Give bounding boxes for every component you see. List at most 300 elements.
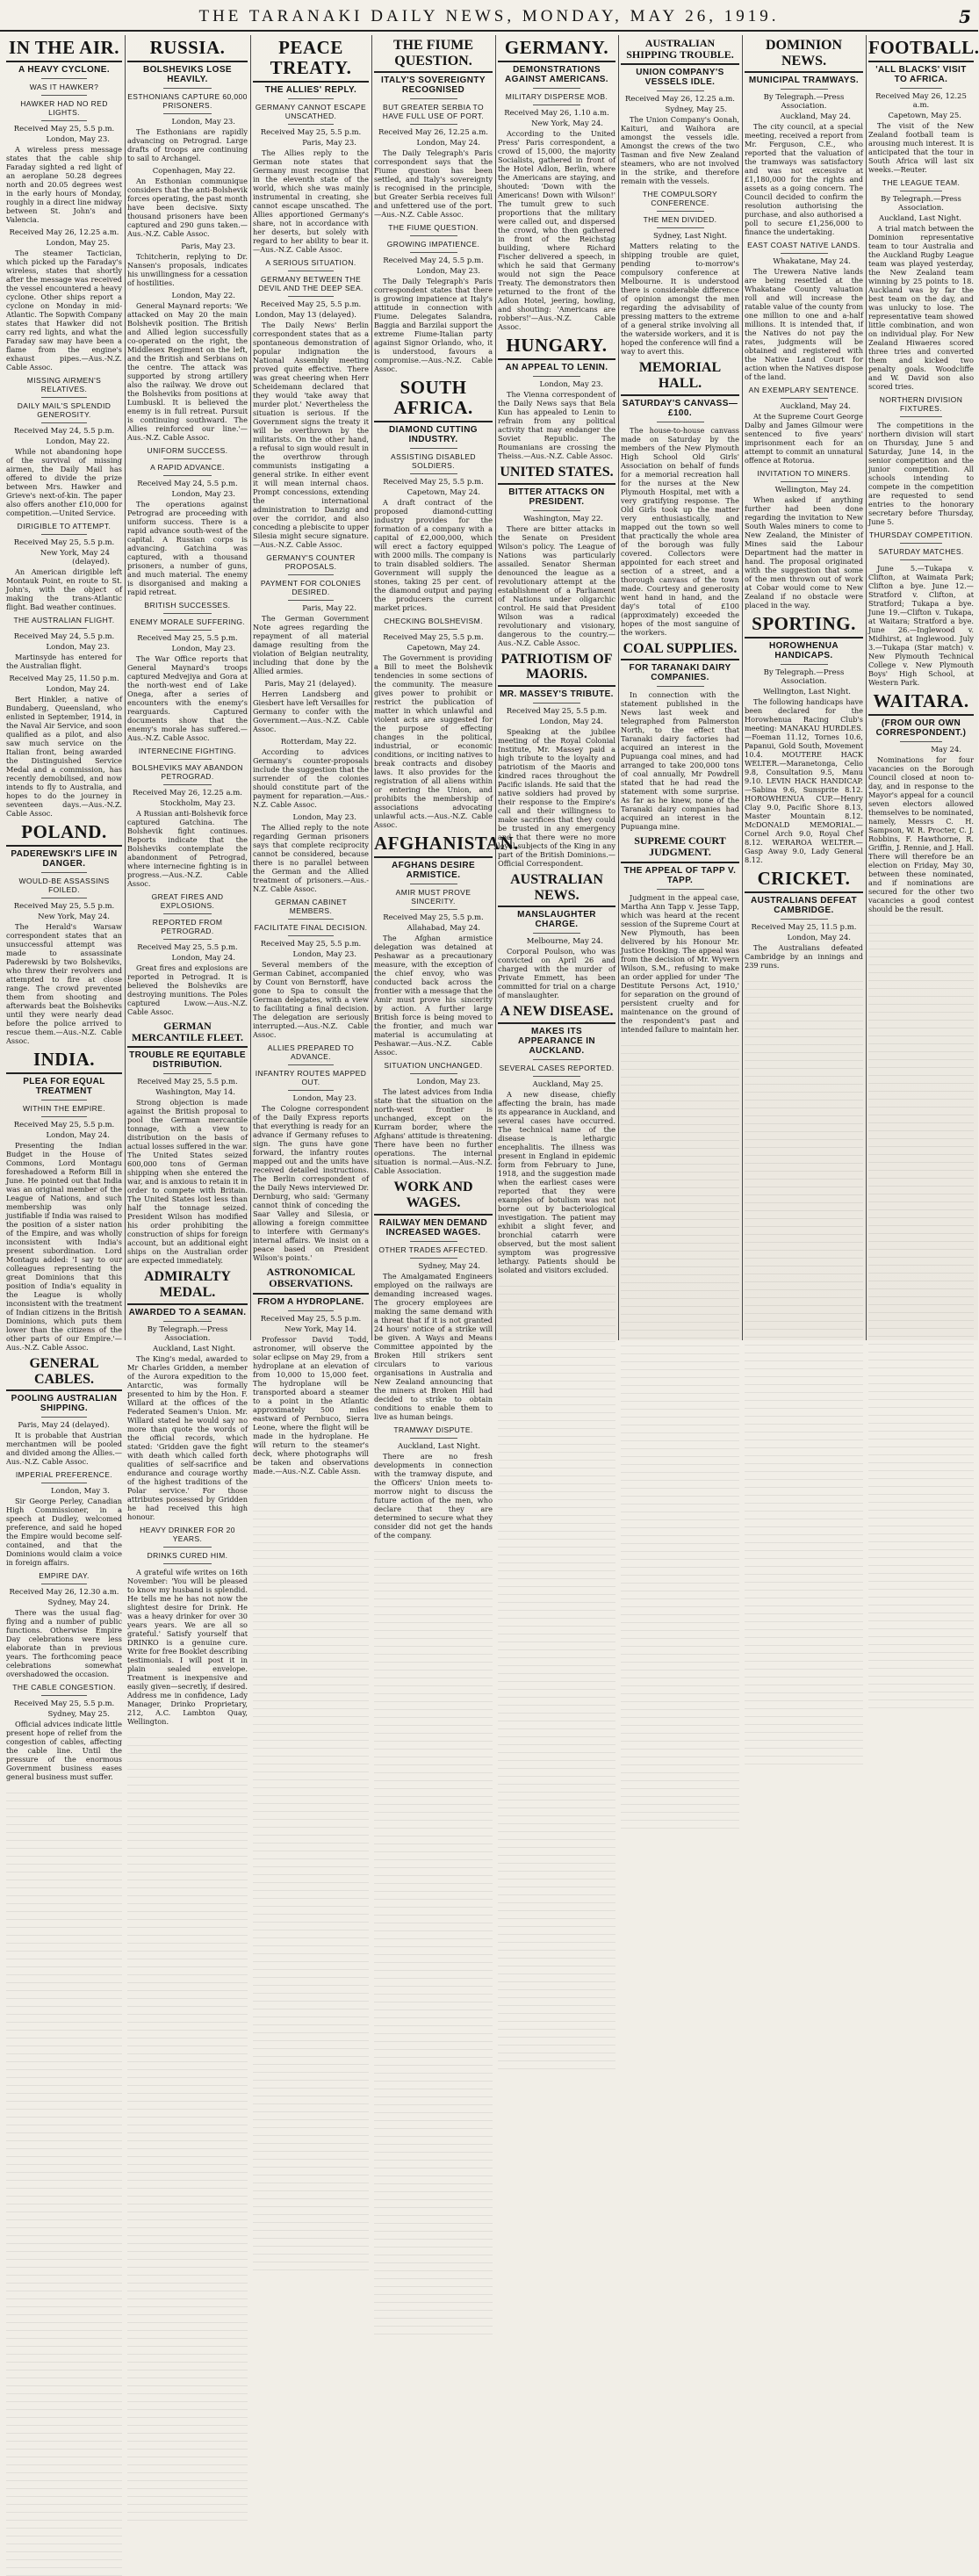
article-headline: INDIA.: [32, 1049, 96, 1071]
dateline: Sydney, May 25.: [665, 105, 727, 115]
article-subheading: HOROWHENUA HANDICAPS.: [769, 641, 839, 661]
column-2: [125, 35, 250, 1726]
article: [745, 38, 863, 236]
article: [253, 738, 369, 809]
headline-rule: [868, 61, 974, 62]
received-line: Received May 25, 5.5 p.m.: [137, 1078, 238, 1087]
article-body: A wireless press message states that the cable ship Faraday sighted a red light of an aeroplane 50.28 degrees north and 20.05 degrees west in the early hours of Monday, roughly in a direct line midway between St. John's and Valencia.: [6, 145, 122, 225]
article-subheading: AN APPEAL TO LENIN.: [505, 363, 608, 373]
article-subheading: MISSING AIRMEN'S RELATIVES.: [26, 376, 102, 394]
column-rule: [742, 35, 743, 1340]
dateline: London, May 23.: [171, 645, 235, 654]
article: [6, 822, 122, 1045]
article-body: The city council, at a special meeting, received a report from Mr. Ferguson, C.E., who reported that the valuation of the tramways was satisfactory and was not excessive at £1,180,000 for the rights and assets as a going concern. The Council decided to confirm the resolution authorising the purchase, and also authorised a poll to secure £1,256,000 to finance the undertaking.: [745, 122, 863, 237]
headline-rule: [6, 61, 122, 62]
article-body: Great fires and explosions are reported in Petrograd. It is believed the Bolsheviks are destroying munitions. The Poles captured Lwow.—Aus.-N.Z. Cable Assoc.: [127, 963, 248, 1017]
received-line: Received May 25, 5.5 p.m.: [260, 300, 362, 310]
article-subheading: ESTHONIANS CAPTURE 60,000 PRISONERS.: [127, 92, 248, 111]
subhead-divider: [288, 600, 335, 601]
article: [621, 190, 739, 356]
column-6: [618, 35, 742, 1340]
article: [127, 1526, 248, 1726]
subhead-divider: [533, 1076, 580, 1077]
headline-rule: [745, 637, 863, 639]
subhead-divider: [41, 120, 88, 121]
article-subheading: EAST COAST NATIVE LANDS.: [747, 241, 860, 250]
dateline: London, May 24.: [171, 954, 235, 963]
article-body: The Vienna correspondent of the Daily News says that Bela Kun has appealed to Lenin to refrain from any political activity that may endanger the Soviet Republic. The Roumanians are crossing the Theiss.—Aus.-N.Z. Cable Assoc.: [498, 390, 615, 461]
article: [621, 38, 739, 185]
article-subheading: THURSDAY COMPETITION.: [868, 530, 974, 540]
article: [498, 336, 615, 460]
article-subheading: WITHIN THE EMPIRE.: [23, 1104, 105, 1114]
article-subheading: A SERIOUS SITUATION.: [265, 258, 356, 268]
article-body: The Australians defeated Cambridge by an innings and 239 runs.: [745, 943, 863, 971]
article: [6, 38, 122, 224]
article: [253, 258, 369, 549]
subhead-divider: [781, 481, 828, 482]
dateline: London, May 22.: [46, 437, 110, 447]
article: [374, 1180, 493, 1420]
article: [374, 1425, 493, 1540]
headline-rule: [127, 1046, 248, 1048]
column-rule: [250, 35, 251, 1340]
subhead-divider: [657, 90, 704, 91]
dateline: London, May 23.: [46, 643, 110, 653]
article-subheading: THE AUSTRALIAN FLIGHT.: [13, 616, 115, 625]
article: [374, 833, 519, 1057]
received-line: Received May 26, 12.25 a.m.: [133, 789, 242, 798]
article-subheading: DAILY MAIL'S SPLENDID GENEROSITY.: [17, 401, 112, 420]
received-line: Received May 26, 12.25 a.m.: [378, 128, 488, 138]
dateline: Capetown, May 24.: [407, 488, 480, 498]
subhead-divider: [41, 397, 88, 398]
received-line: Received May 25, 5.5 p.m.: [13, 1121, 115, 1130]
article-subheading: A HEAVY CYCLONE.: [18, 65, 110, 76]
article-body: According to advices Germany's counter-proposals include the suggestion that the surrender of the colonies should constitute part of the payment for reparation.—Aus.-N.Z. Cable Assoc.: [253, 747, 369, 810]
subhead-divider: [410, 235, 457, 236]
headline-rule: [621, 394, 739, 396]
article: [6, 1356, 122, 1466]
article-subheading: DIAMOND CUTTING INDUSTRY.: [389, 425, 478, 445]
article-subheading: GERMANY CANNOT ESCAPE UNSCATHED.: [255, 103, 367, 121]
dateline: London, May 25.: [46, 239, 110, 249]
article-subheading: GERMANY'S COUNTER PROPOSALS.: [266, 553, 356, 572]
dateline: Paris, May 21 (delayed).: [264, 680, 356, 689]
article-body: There are no fresh developments in connection with the tramway dispute, and the Officers' Union meets to-morrow night to discuss the future action of the men, who declare that they are determined to secure what they consider did not get the hands of the company.: [374, 1451, 493, 1540]
dateline: London, May 23.: [416, 1078, 480, 1087]
dateline: London, May 23.: [416, 267, 480, 277]
dateline: London, May 24.: [46, 685, 110, 695]
headline-rule: [374, 1214, 493, 1216]
article-headline: GERMANY.: [504, 37, 609, 58]
text-continuation: [253, 1480, 369, 2270]
article-subheading: ALLIES PREPARED TO ADVANCE.: [267, 1043, 355, 1062]
headline-rule: [498, 1022, 615, 1024]
article: [127, 1269, 248, 1520]
subhead-divider: [163, 613, 212, 614]
article: [127, 892, 248, 1016]
subhead-divider: [657, 211, 704, 212]
article-subheading: INFANTRY ROUTES MAPPED OUT.: [255, 1069, 367, 1087]
subhead-divider: [41, 422, 88, 423]
article-body: Speaking at the jubilee meeting of the Royal Colonial Institute, Mr. Massey paid a high tribute to the loyalty and patriotism of the Maoris and kindred races throughout the Pacific islands. He said that the native soldiers had proved by their response to the Empire's call and their willingness to make sacrifices that they could be trusted in any emergency and that there were no more loyal subjects of the King in any part of the British Dominions.—Official Correspondent.: [498, 726, 615, 868]
article: [374, 378, 493, 612]
dateline: Allahabad, May 24.: [407, 924, 480, 934]
article: [6, 675, 122, 818]
article: [6, 1683, 122, 1781]
article-body: Strong objection is made against the British proposal to pool the German mercantile tonnage, with a view to distribution on the basis of actual losses suffered in the war. The United States seized 600,000 tons of German shipping when she entered the war, and is anxious to retain it in order to compete with Britain. The United States lost less than half the tonnage seized. President Wilson has modified his order prohibiting the construction of ships for foreign account, but an additional eight ships on the Australian order are expected immediately.: [127, 1098, 248, 1266]
subhead-divider: [288, 296, 335, 297]
dateline: London, May 23.: [171, 118, 235, 127]
article-subheading: FROM A HYDROPLANE.: [257, 1296, 364, 1307]
dateline: London, May 24.: [46, 1131, 110, 1141]
article-subheading: UNION COMPANY'S VESSELS IDLE.: [636, 68, 724, 88]
article: [253, 813, 369, 893]
subhead-divider: [410, 909, 457, 910]
column-4: [371, 35, 519, 1540]
article: [868, 178, 974, 391]
received-line: Received May 26, 12.25 a.m.: [9, 228, 119, 238]
dateline: Washington, May 22.: [523, 514, 603, 523]
article-headline: GENERAL CABLES.: [29, 1356, 99, 1387]
dateline: Paris, May 23.: [302, 139, 356, 148]
article-body: The steamer Tactician, which picked up the Faraday's wireless, states that shortly after the message was received the vessel encountered a heavy cyclone. Other ships report a cyclone on Monday in mid-Atlantic. The Sopwith Company states that Hawker did not carry red lights, and what the Faraday saw may have been a flame from the engine's exhaust pipes.—Aus.-N.Z. Cable Assoc.: [6, 249, 122, 372]
dateline: Sydney, Last Night.: [652, 232, 727, 242]
article-subheading: AN EXEMPLARY SENTENCE.: [748, 386, 860, 395]
article-subheading: WOULD-BE ASSASSINS FOILED.: [18, 877, 110, 895]
headline-rule: [745, 71, 863, 73]
article-subheading: MAKES ITS APPEARANCE IN AUCKLAND.: [518, 1026, 595, 1056]
article-subheading: BOLSHEVIKS MAY ABANDON PETROGRAD.: [132, 763, 243, 782]
article-body: The War Office reports that General Maynard's troops captured Medvejiya and Gora at the north-west end of Lake Onega, after a series of encounters with the enemy's rearguards. Captured documents show that the enemy's morale has suffered.—Aus.-N.Z. Cable Assoc.: [127, 654, 248, 743]
received-line: Received May 25, 5.5 p.m.: [260, 940, 362, 949]
received-line: By Telegraph.—Press Association.: [763, 668, 845, 687]
article-body: When asked if anything further had been done regarding the invitation to New South Wales miners to come to New Zealand, the Minister of Mines said the Labour Department had the matter in hand. The proposal originated with the suggestion that some of the men thrown out of work at Cobar would come to New Zealand if no obstacle were placed in the way.: [745, 495, 863, 610]
article: [127, 292, 248, 442]
article-subheading: FOR TARANAKI DAIRY COMPANIES.: [629, 663, 731, 683]
article-body: The Allied reply to the note regarding German prisoners says that complete reciprocity cannot be considered, because there is no parallel between the German and the Allied treatment of prisoners.—Aus.-N.Z. Cable Assoc.: [253, 823, 369, 894]
article-headline: UNITED STATES.: [500, 465, 614, 480]
article-subheading: BRITISH SUCCESSES.: [144, 601, 231, 610]
article-body: The Urewera Native lands are being resettled at the Whakatane County valuation roll and will increase the ratable value of the county from one million to one and a-half millions. It is intended that, if the Natives do not pay the rates, judgments will be obtained and registered with the Native Land Court for action when the Natives dispose of the land.: [745, 267, 863, 382]
received-line: Received May 24, 5.5 p.m.: [137, 480, 238, 489]
subhead-divider: [533, 933, 580, 934]
article-body: Corporal Poulson, who was convicted on April 26 and charged with the murder of Private Emmett, has been committed for trial on a charge of manslaughter.: [498, 947, 615, 1000]
article-subheading: EMPIRE DAY.: [39, 1571, 90, 1581]
headline-rule: [374, 71, 493, 73]
dateline: Paris, May 22.: [302, 604, 356, 614]
article: [127, 747, 248, 888]
text-continuation: [745, 974, 863, 1764]
headline-rule: [621, 862, 739, 863]
received-line: Received May 24, 5.5 p.m.: [13, 427, 115, 437]
article-body: The Daily News' Berlin correspondent states that as a spontaneous demonstration of popular indignation the National Assembly meeting proved quite effective. There was great cheering when Herr Scheidemann declared that they would 'take away that murder plot.' Nevertheless the situation is serious. If the Government signs the treaty it will be overthrown by the militarists. On the other hand, a refusal to sign would result in the overthrow through communists instigating a general strike. In either event it will mean internal chaos. Prompt concessions, extending the international administration to Danzig and over the corridor, and also conceding a plebiscite to upper Silesia might secure signature.—Aus.-N.Z. Cable Assoc.: [253, 321, 369, 550]
dateline: May 24.: [931, 746, 961, 755]
article-body: The competitions in the northern division will start on Thursday, June 5 and Saturday, June 14, in the senior competition and the junior competition. All schools intending to compete in the competition are requested to send entries to the honorary secretary before Thursday, June 5.: [868, 421, 974, 527]
dateline: London, May 23.: [539, 380, 603, 390]
article-subheading: TRAMWAY DISPUTE.: [393, 1425, 473, 1434]
dateline: Auckland, Last Night.: [152, 1344, 235, 1353]
article: [127, 446, 248, 596]
article-subheading: RAILWAY MEN DEMAND INCREASED WAGES.: [378, 1217, 488, 1237]
article-subheading: REPORTED FROM PETROGRAD.: [152, 918, 223, 936]
subhead-divider: [163, 113, 212, 114]
received-line: Received May 25, 5.5 p.m.: [383, 913, 484, 923]
dateline: Auckland, Last Night.: [878, 214, 961, 224]
subhead-divider: [163, 1547, 212, 1548]
article-subheading: PLEA FOR EQUAL TREATMENT: [23, 1077, 105, 1097]
subhead-divider: [41, 1116, 88, 1117]
subhead-divider: [533, 1059, 580, 1060]
article-body: The visit of the New Zealand football team is arousing much interest. It is anticipated that the tour in South Africa will last six weeks.—Reuter.: [868, 121, 974, 175]
received-line: Received May 25, 5.5 p.m.: [13, 1699, 115, 1709]
dateline: Paris, May 24 (delayed).: [18, 1421, 110, 1431]
masthead-title: THE TARANAKI DAILY NEWS, MONDAY, MAY 26, 1919.: [198, 7, 780, 25]
received-line: Received May 24, 5.5 p.m.: [13, 632, 115, 642]
article: [745, 614, 863, 864]
article: [745, 469, 863, 610]
article-headline: THE FIUME QUESTION.: [392, 38, 474, 69]
subhead-divider: [288, 574, 335, 575]
subhead-divider: [657, 227, 704, 228]
article-body: Matters relating to the shipping trouble are quiet, pending to-morrow's compulsory conference at Melbourne. It is understood there is considerable difference of opinion amongst the men regarding the advisability of pressing matters to the extreme of a general strike involving all the waterside workers, and it is hoped the conference will find a way to avert this.: [621, 242, 739, 357]
article-subheading: DEMONSTRATIONS AGAINST AMERICANS.: [505, 65, 608, 85]
article: [745, 386, 863, 465]
subhead-divider: [41, 1695, 88, 1696]
article-body: The operations against Petrograd are proceeding with uniform success. There is a rapid advance south-west of the capital. A Russian corps is advancing. Gatchina was captured, with a thousand prisoners, a number of guns, and much material. The enemy is disorganised and making a rapid retreat.: [127, 500, 248, 597]
article-body: Official advices indicate little present hope of relief from the congestion of cables, affecting the cable line. Until the pressure of the enormous Government business eases general business must suffer.: [6, 1720, 122, 1782]
dateline: London, May 22.: [171, 292, 235, 301]
column-1: [4, 35, 125, 1782]
dateline: London, May 23.: [171, 490, 235, 500]
subhead-divider: [410, 1073, 457, 1074]
received-line: Received May 25, 5.5 p.m.: [506, 706, 608, 716]
subhead-divider: [163, 1073, 212, 1074]
article-headline: SPORTING.: [752, 613, 856, 635]
article-headline: CRICKET.: [757, 868, 851, 890]
subhead-divider: [781, 919, 828, 920]
dateline: London, May 23.: [46, 135, 110, 145]
received-line: Received May 25, 5.5 p.m.: [137, 634, 238, 644]
received-line: Received May 26, 12.25 a.m.: [625, 95, 735, 105]
article-subheading: DRINKS CURED HIM.: [147, 1550, 228, 1560]
article-subheading: HAWKER HAD NO RED LIGHTS.: [20, 99, 108, 118]
article-body: The King's medal, awarded to Mr Charles Gridden, a member of the Aurora expedition to the Antarctic, was formally presented to him by the Hon. F. Willard at the offices of the Federated Seamen's Union. Mr. Willard stated he would say no more than quote the words of the official records, which stated: 'Gridden gave the fight with death which called forth qualities of self-sacrifice and endurance and courage worthy of the highest traditions of the Polar service.' For those attributes possessed by Gridden he had received this high honour.: [127, 1353, 248, 1521]
headline-rule: [127, 61, 248, 62]
article-body: Martinsyde has entered for the Australian flight.: [6, 653, 122, 671]
article-subheading: SATURDAY'S CANVASS—£100.: [622, 398, 738, 418]
article-subheading: TROUBLE RE EQUITABLE DISTRIBUTION.: [129, 1050, 246, 1071]
article-body: The Allies reply to the German note states that Germany must recognise that in the eleventh state of the world, which she was mainly instrumental in creating, she cannot escape unscathed. The Allies apportioned Germany's share, not in accordance with her deserts, but solely with regard to her ability to bear it.—Aus.-N.Z. Cable Assoc.: [253, 148, 369, 255]
article-headline: AUSTRALIAN SHIPPING TROUBLE.: [626, 37, 734, 61]
article-body: An Esthonian communique considers that the anti-Bolshevik forces operating, the past month have been decisive. Sixty thousand prisoners have been captured and 290 guns taken.—Aus.-N.Z. Cable Assoc.: [127, 177, 248, 239]
article-subheading: PADEREWSKI'S LIFE IN DANGER.: [11, 849, 118, 869]
received-line: Received May 24, 5.5 p.m.: [383, 256, 484, 266]
article-subheading: (FROM OUR OWN CORRESPONDENT.): [875, 718, 967, 739]
subhead-divider: [410, 1258, 457, 1259]
article-body: Nominations for four vacancies on the Borough Council closed at noon to-day, and in response to the Mayor's appeal for a council seven electors allowed themselves to be nominated, namely, Messrs C. H. Sampson, W. R. Procter, C. J. Robbins, F. Hawthorne, R. Griffin, J. Rennie, and J. Hall. There will therefore be an election on Friday, May 30, between these nominated, and if nominations are secured for the other two vacancies a good contest should be the result.: [868, 755, 974, 914]
headline-rule: [6, 1072, 122, 1074]
dateline: Washington, May 14.: [155, 1088, 235, 1098]
subhead-divider: [163, 475, 212, 476]
article-headline: GERMAN MERCANTILE FLEET.: [131, 1020, 244, 1044]
headline-rule: [621, 659, 739, 660]
article: [374, 617, 493, 829]
column-7: [742, 35, 866, 1340]
article: [498, 652, 615, 868]
received-line: Received May 25, 5.5 p.m.: [383, 633, 484, 643]
article-subheading: GREAT FIRES AND EXPLOSIONS.: [151, 892, 224, 911]
article: [6, 376, 122, 517]
article-body: The latest advices from India state that the situation on the north-west frontier is unchanged, except on the Kurram border, where the Afghans' attitude is threatening. There have been no further operations. The internal situation is normal.—Aus.-N.Z. Cable Association.: [374, 1087, 493, 1176]
subhead-divider: [657, 686, 704, 687]
article: [621, 835, 739, 1033]
article-body: The Esthonians are rapidly advancing on Petrograd. Large drafts of troops are continuing to sail to Archangel.: [127, 127, 248, 163]
article: [868, 530, 974, 687]
received-line: By Telegraph.—Press Association.: [763, 93, 845, 112]
headline-rule: [374, 421, 493, 422]
received-line: By Telegraph.—Press Association.: [881, 195, 961, 213]
article-subheading: SEVERAL CASES REPORTED.: [499, 1063, 615, 1072]
dateline: New York, May 24 (delayed).: [40, 549, 110, 567]
masthead: [0, 5, 978, 32]
subhead-divider: [533, 703, 580, 704]
received-line: Received May 25, 5.5 p.m.: [260, 128, 362, 138]
headline-rule: [6, 1389, 122, 1391]
article-subheading: IMPERIAL PREFERENCE.: [15, 1470, 113, 1480]
article: [253, 1043, 369, 1262]
received-line: Received May 25, 5.5 p.m.: [13, 538, 115, 548]
column-5: [495, 35, 618, 1340]
dateline: London, May 3.: [50, 1487, 110, 1497]
subhead-divider: [41, 95, 88, 96]
article: [868, 691, 974, 913]
dateline: Rotterdam, May 22.: [280, 738, 356, 747]
headline-rule: [498, 685, 615, 687]
article: [621, 360, 739, 636]
article: [374, 1061, 493, 1175]
subhead-divider: [781, 89, 828, 90]
headline-rule: [498, 483, 615, 485]
dateline: New York, May 24.: [531, 119, 603, 129]
article-subheading: THE CABLE CONGESTION.: [12, 1683, 116, 1692]
article-body: A new disease, chiefly affecting the brain, has made its appearance in Auckland, and several cases have occurred. The technical name of the disease is lethargic encephalitis. The illness was present in England in epidemic form from February to June, 1918, and the suggestion made when the earliest cases were reported that they were examples of botulism was not borne out by bacteriological investigation. The patient may exhibit a slight fever, and bronchial catarrh were observed, but the most salient symptom was progressive lethargy. Patients should be isolated and visitors excluded.: [498, 1089, 615, 1274]
dateline: Capetown, May 24.: [407, 644, 480, 653]
article: [253, 898, 369, 1039]
subhead-divider: [900, 543, 942, 544]
article-body: While not abandoning hope of the survival of missing airmen, the Daily Mail has offered to divide the prize between Mrs. Hawker and Grieve's next-of-kin. The paper also offers another £10,000 for competition.—United Service.: [6, 447, 122, 518]
article: [6, 1470, 122, 1567]
article-body: The Government is providing a Bill to meet the Bolshevik tendencies in some sections of the community. The measure gives power to prohibit or restrict the publication of matter in which unlawful and violent acts are suggested for the purpose of effecting changes in the political, industrial, or economic conditions, or inciting natives to break contracts and disobey laws. It also provides for the registration of all aliens within or entering the Union, and prohibits the membership of associations advocating unlawful acts.—Aus.-N.Z. Cable Assoc.: [374, 653, 493, 830]
article-subheading: THE FIUME QUESTION.: [388, 223, 479, 233]
article-subheading: THE ALLIES' REPLY.: [264, 85, 357, 96]
article-subheading: THE MEN DIVIDED.: [643, 215, 717, 225]
article: [253, 553, 369, 675]
column-3: [250, 35, 371, 1476]
article-subheading: OTHER TRADES AFFECTED.: [378, 1245, 488, 1254]
dateline: Auckland, Last Night.: [397, 1441, 480, 1451]
article: [127, 242, 248, 287]
column-rule: [495, 35, 496, 1340]
subhead-divider: [41, 1417, 88, 1418]
article: [253, 38, 369, 254]
article: [498, 465, 615, 647]
article-body: The Cologne correspondent of the Daily Express reports that everything is ready for an advance if Germany refuses to sign. The guns have gone forward, the infantry routes mapped out and the units have received detailed instructions. The Berlin correspondent of the Daily News interviewed Dr. Dernburg, who said: 'Germany cannot think of conceding the Saar Valley and Silesia, or allowing a foreign committee to interfere with Germany's internal affairs. We insist on a peace based on President Wilson's points.': [253, 1104, 369, 1263]
text-continuation: [374, 1544, 493, 2334]
article-headline: IN THE AIR.: [9, 37, 119, 58]
dateline: Capetown, May 25.: [888, 112, 961, 121]
article-body: In connection with the statement published in the News last week and telegraphed from Palmerston North, to the effect that Taranaki dairy factories had acquired an interest in the Pupuanga coal mines, and had arranged to take 200,000 tons of coal annually, Mr Powdrell stated that he had read the statement with some surprise. As far as he knew, none of the Taranaki dairy companies had acquired an interest in the Pupuanga mine.: [621, 690, 739, 832]
headline-rule: [498, 358, 615, 360]
subhead-divider: [163, 1321, 212, 1322]
article-subheading: FACILITATE FINAL DECISION.: [254, 923, 368, 933]
dateline: Sydney, May 24.: [47, 1598, 110, 1608]
article: [498, 872, 615, 999]
subhead-divider: [163, 939, 212, 940]
article: [6, 616, 122, 670]
article-subheading: WAS IT HAWKER?: [29, 83, 99, 92]
article-headline: WAITARA.: [873, 690, 969, 712]
article-subheading: SITUATION UNCHANGED.: [384, 1061, 483, 1071]
article-headline: RUSSIA.: [149, 37, 226, 58]
article: [127, 1021, 248, 1265]
article-body: The German Government Note agrees regarding the repayment of all material damage resulting from the violation of Belgian neutrality, including that done by the Allied armies.: [253, 614, 369, 676]
article-headline: ADMIRALTY MEDAL.: [144, 1269, 231, 1301]
article-subheading: ITALY'S SOVEREIGNTY RECOGNISED: [381, 76, 486, 96]
article-subheading: BOLSHEVIKS LOSE HEAVILY.: [142, 65, 232, 85]
subhead-divider: [781, 664, 828, 665]
received-line: Received May 25, 11.5 p.m.: [751, 923, 857, 933]
column-rule: [866, 35, 867, 1340]
article-headline: WORK AND WAGES.: [393, 1180, 473, 1211]
article-subheading: AWARDED TO A SEAMAN.: [128, 1307, 247, 1317]
text-continuation: [621, 1038, 739, 1829]
article-subheading: MANSLAUGHTER CHARGE.: [517, 910, 596, 930]
article-body: A draft contract of the proposed diamond-cutting industry provides for the formation of a company with a capital of £2,000,000, which will erect a factory equipped with 2000 mills. The company is to train disabled soldiers. The Government will supply the stones, taking 25 per cent. of the diamond output and paying the producers the current market prices.: [374, 498, 493, 613]
article-body: Bert Hinkler, a native of Bundaberg, Queensland, who enlisted in September, 1914, in the Naval Air Service, and soon qualified as a pilot, and also saw much service on the Italian front, being awarded the Distinguished Service Medal and a commission, has recently demobilised, and now intends to fly to Australia, and hopes to do the journey in seventeen days.—Aus.-N.Z. Cable Assoc.: [6, 695, 122, 819]
subhead-divider: [41, 534, 88, 535]
article-headline: MEMORIAL HALL.: [638, 360, 722, 391]
subhead-divider: [163, 759, 212, 760]
article-subheading: AUSTRALIANS DEFEAT CAMBRIDGE.: [751, 896, 857, 916]
article-body: A grateful wife writes on 16th November: 'You will be pleased to know my husband is splendid. He tells me he has not now the slightest desire for Drink. He was a heavy drinker for over 30 years years. We are all so grateful.' Satisfy yourself that DRINKO is a genuine cure. Write for free Booklet describing testimonials. I will post it in plain sealed envelope. Treatment is inexpensive and easily given—secretly, if desired. Address me in confidence, Lady Manager, Drinko Proprietary, 212, A.C. Lambton Quay, Wellington.: [127, 1567, 248, 1726]
subhead-divider: [163, 1563, 212, 1564]
dateline: Auckland, May 24.: [780, 402, 851, 412]
dateline: Wellington, Last Night.: [763, 688, 851, 697]
subhead-divider: [900, 88, 942, 89]
article-body: The Amalgamated Engineers employed on the railways are demanding increased wages. The grocery employees are making the same demand with a threat that if it is not granted 24 hours' notice of a strike will be given. A Ways and Means Committee appointed by the Broken Hill strikers sent circulars to various organisations in Australia and New Zealand announcing that the miners at Broken Hill had decided to strike to obtain conditions to enable them to live as human beings.: [374, 1271, 493, 1421]
subhead-divider: [900, 741, 942, 742]
article-subheading: SATURDAY MATCHES.: [878, 547, 964, 557]
article-subheading: DIRIGIBLE TO ATTEMPT.: [17, 522, 112, 531]
text-continuation: [498, 1279, 615, 2069]
article-body: The Daily Telegraph's Paris correspondent says that the Fiume question has been settled, and Italy's sovereignty is recognised in the principle, but Greater Serbia receives full and unfettered use of the port.—Aus.-N.Z. Cable Assoc.: [374, 148, 493, 220]
article-subheading: AFGHANS DESIRE ARMISTICE.: [391, 861, 476, 881]
headline-rule: [745, 891, 863, 893]
dateline: Stockholm, May 23.: [160, 799, 235, 809]
subhead-divider: [410, 473, 457, 474]
article-headline: A NEW DISEASE.: [500, 1004, 614, 1020]
subhead-divider: [900, 416, 942, 417]
subhead-divider: [533, 376, 580, 377]
article-body: Several members of the German Cabinet, accompanied by Count von Bernstorff, have gone to Spa to consult the German delegates, with a view to facilitating a final decision. The delegation are seriously interrupted.—Aus.-N.Z. Cable Assoc.: [253, 960, 369, 1040]
article: [127, 167, 248, 238]
subhead-divider: [163, 88, 212, 89]
dateline: Copenhagen, May 22.: [152, 167, 235, 177]
article: [6, 228, 122, 372]
article-body: According to the United Press' Paris correspondent, a crowd of 15,000, the majority Socialists, gathered in front of the Hotel Adlon, Berlin, where the Americans are staying, and shouted: 'Down with the Americans! Down with Wilson!' The tumult grew to such proportions that the military were called out, and dispersed the crowd, who then gathered in front of the Reichstag building, where Richard Fischer delivered a speech, in which he said that Germany would not sign the Peace Treaty. The demonstrators then returned to the front of the Adlon Hotel, jeering, howling, and shouting: 'Americans are robbers!'—Aus.-N.Z. Cable Assoc.: [498, 129, 615, 332]
